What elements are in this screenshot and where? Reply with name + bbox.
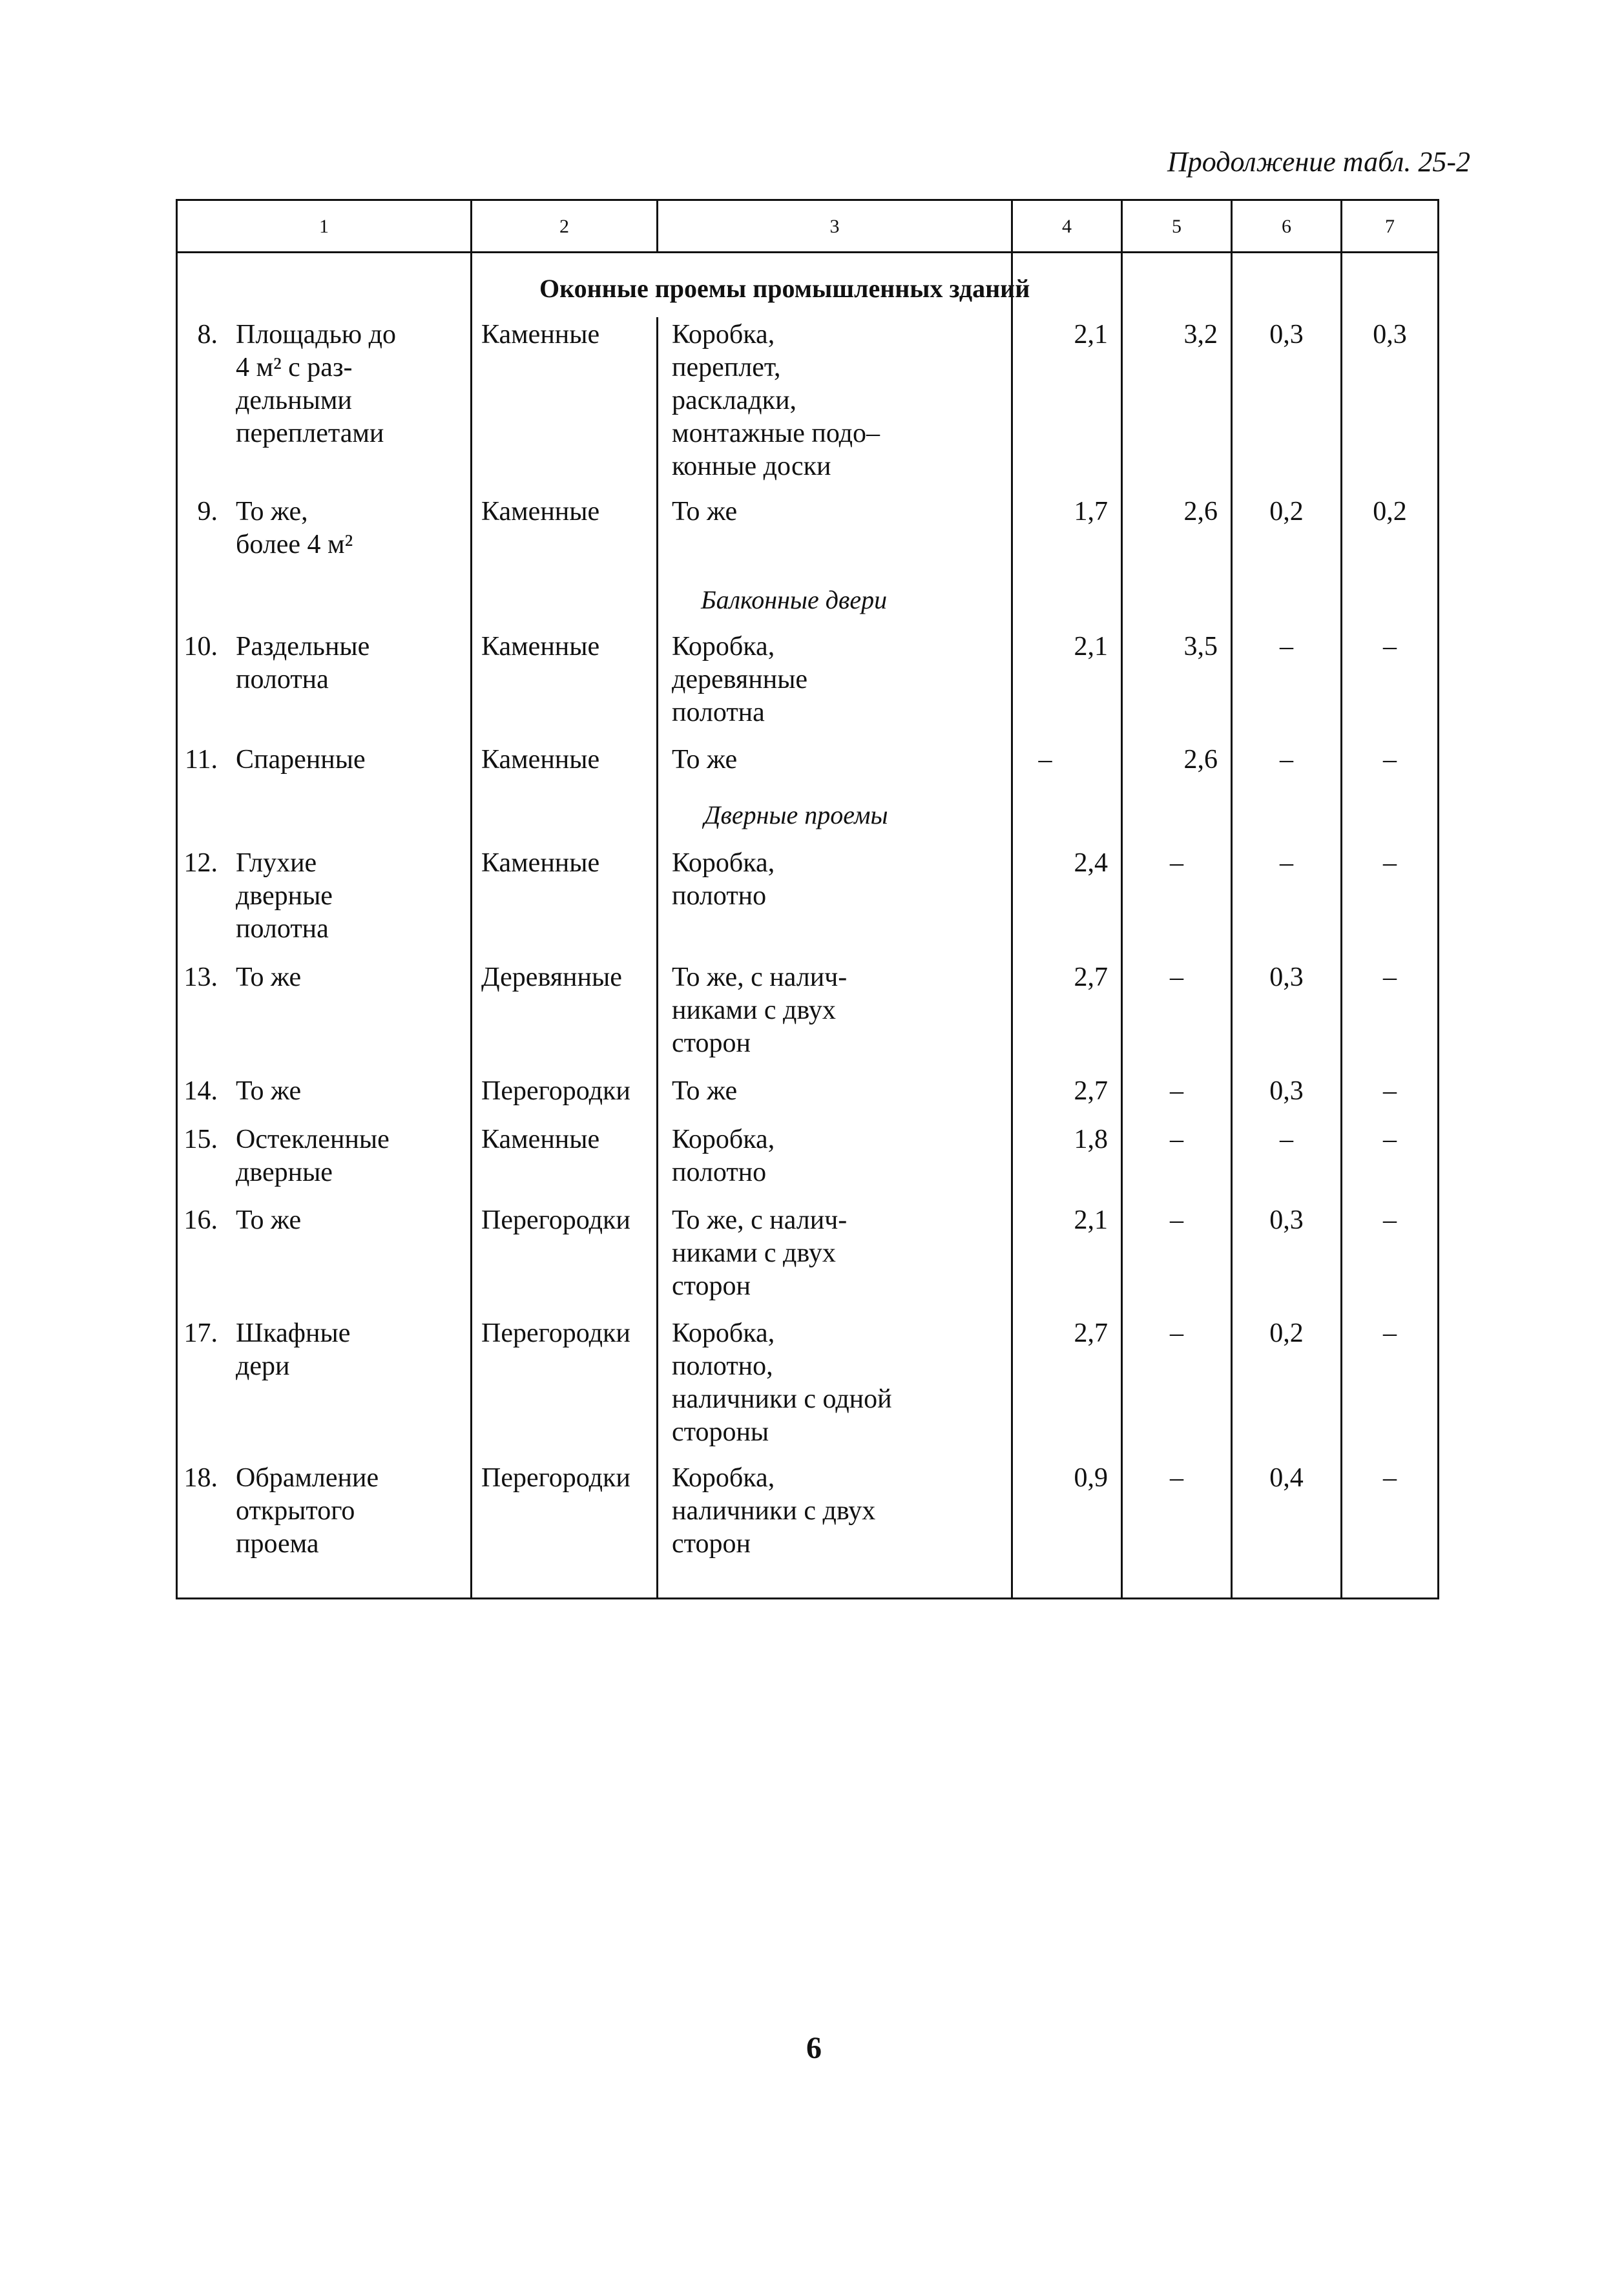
row-number: 8. — [197, 320, 218, 349]
row-desc: Коробка, деревянные полотна — [672, 632, 808, 727]
row-col6: 0,2 — [1269, 497, 1304, 526]
row-col4: 1,7 — [1074, 497, 1108, 526]
section-heading: Дверные проемы — [704, 800, 888, 829]
col-divider — [1011, 201, 1013, 1597]
row-col7: 0,3 — [1373, 320, 1407, 349]
header-col-4: 4 — [1062, 216, 1072, 237]
row-col5: – — [1170, 1076, 1183, 1106]
row-desc: Коробка, полотно — [672, 848, 775, 911]
row-col5: 3,5 — [1183, 632, 1218, 661]
row-col5: 2,6 — [1183, 497, 1218, 526]
row-col4: 2,7 — [1074, 963, 1108, 992]
row-col6: 0,3 — [1269, 1205, 1304, 1235]
header-col-7: 7 — [1385, 216, 1395, 237]
row-desc: Коробка, наличники с двух сторон — [672, 1463, 876, 1559]
row-col7: – — [1383, 1205, 1397, 1235]
row-col6: 0,2 — [1269, 1318, 1304, 1348]
row-col4: 2,4 — [1074, 848, 1108, 878]
page-number: 6 — [806, 2031, 822, 2065]
row-wall: Каменные — [481, 497, 600, 526]
row-col5: – — [1170, 1318, 1183, 1348]
row-desc: Коробка, полотно, наличники с одной стороны — [672, 1318, 892, 1447]
row-col7: – — [1383, 1318, 1397, 1348]
row-wall: Перегородки — [481, 1076, 630, 1106]
row-name: То же — [236, 963, 302, 992]
row-col7: – — [1383, 1076, 1397, 1106]
row-name: Площадью до 4 м² с раз- дельными переплетами — [236, 320, 397, 448]
row-col5: – — [1170, 1463, 1183, 1493]
header-col-2: 2 — [559, 216, 569, 237]
row-number: 11. — [185, 745, 218, 775]
row-wall: Каменные — [481, 1125, 600, 1154]
row-col5: – — [1170, 963, 1183, 992]
row-col4: 2,7 — [1074, 1318, 1108, 1348]
row-col7: 0,2 — [1373, 497, 1407, 526]
row-wall: Каменные — [481, 632, 600, 661]
row-wall: Перегородки — [481, 1463, 630, 1493]
row-wall: Каменные — [481, 848, 600, 878]
col-divider — [1340, 201, 1342, 1597]
row-number: 18. — [183, 1463, 218, 1493]
row-col7: – — [1383, 848, 1397, 878]
section-heading: Оконные проемы промышленных зданий — [539, 274, 1030, 303]
row-number: 17. — [183, 1318, 218, 1348]
row-wall: Перегородки — [481, 1318, 630, 1348]
row-wall: Каменные — [481, 745, 600, 775]
row-col4: – — [1038, 745, 1052, 775]
row-col7: – — [1383, 745, 1397, 775]
row-wall: Деревянные — [481, 963, 622, 992]
header-col-3: 3 — [829, 216, 840, 237]
row-col4: 0,9 — [1074, 1463, 1108, 1493]
row-name: Остекленные дверные — [236, 1125, 390, 1187]
row-col4: 2,1 — [1074, 632, 1108, 661]
row-name: То же, более 4 м² — [236, 497, 353, 559]
row-number: 9. — [197, 497, 218, 526]
row-col7: – — [1383, 1125, 1397, 1154]
row-number: 10. — [183, 632, 218, 661]
row-col6: 0,4 — [1269, 1463, 1304, 1493]
row-col6: 0,3 — [1269, 320, 1304, 349]
row-col6: – — [1280, 632, 1293, 661]
header-col-6: 6 — [1282, 216, 1291, 237]
row-col7: – — [1383, 963, 1397, 992]
col-divider — [470, 201, 472, 1597]
row-wall: Перегородки — [481, 1205, 630, 1235]
row-number: 16. — [183, 1205, 218, 1235]
header-col-5: 5 — [1172, 216, 1182, 237]
section-heading: Балконные двери — [701, 585, 888, 614]
row-name: Обрамление открытого проема — [236, 1463, 379, 1559]
row-col4: 2,1 — [1074, 320, 1108, 349]
row-desc: То же — [672, 745, 738, 775]
row-col4: 1,8 — [1074, 1125, 1108, 1154]
row-number: 13. — [183, 963, 218, 992]
header-divider — [178, 251, 1437, 253]
row-col5: – — [1170, 848, 1183, 878]
header-col-1: 1 — [319, 216, 329, 237]
row-col6: 0,3 — [1269, 963, 1304, 992]
row-desc: Коробка, переплет, раскладки, монтажные подо– конные доски — [672, 320, 880, 481]
row-name: Глухие дверные полотна — [236, 848, 333, 944]
row-number: 15. — [183, 1125, 218, 1154]
row-col7: – — [1383, 1463, 1397, 1493]
row-name: То же — [236, 1205, 302, 1235]
row-col6: – — [1280, 848, 1293, 878]
col-divider — [656, 317, 658, 1597]
row-col4: 2,1 — [1074, 1205, 1108, 1235]
row-name: Раздельные полотна — [236, 632, 370, 694]
row-name: Спаренные — [236, 745, 366, 775]
row-col6: 0,3 — [1269, 1076, 1304, 1106]
row-name: Шкафные дери — [236, 1318, 351, 1381]
table-caption: Продолжение табл. 25-2 — [1167, 146, 1470, 178]
row-col5: 2,6 — [1183, 745, 1218, 775]
row-col5: 3,2 — [1183, 320, 1218, 349]
row-col4: 2,7 — [1074, 1076, 1108, 1106]
row-desc: То же, с налич- никами с двух сторон — [672, 963, 848, 1058]
row-name: То же — [236, 1076, 302, 1106]
row-number: 14. — [183, 1076, 218, 1106]
row-desc: Коробка, полотно — [672, 1125, 775, 1187]
row-desc: То же — [672, 1076, 738, 1106]
data-table — [176, 199, 1439, 1599]
row-col6: – — [1280, 1125, 1293, 1154]
row-col5: – — [1170, 1125, 1183, 1154]
row-desc: То же, с налич- никами с двух сторон — [672, 1205, 848, 1301]
row-col7: – — [1383, 632, 1397, 661]
row-col6: – — [1280, 745, 1293, 775]
row-wall: Каменные — [481, 320, 600, 349]
col-divider — [1231, 201, 1233, 1597]
row-col5: – — [1170, 1205, 1183, 1235]
col-divider — [1121, 201, 1123, 1597]
row-number: 12. — [183, 848, 218, 878]
row-desc: То же — [672, 497, 738, 526]
